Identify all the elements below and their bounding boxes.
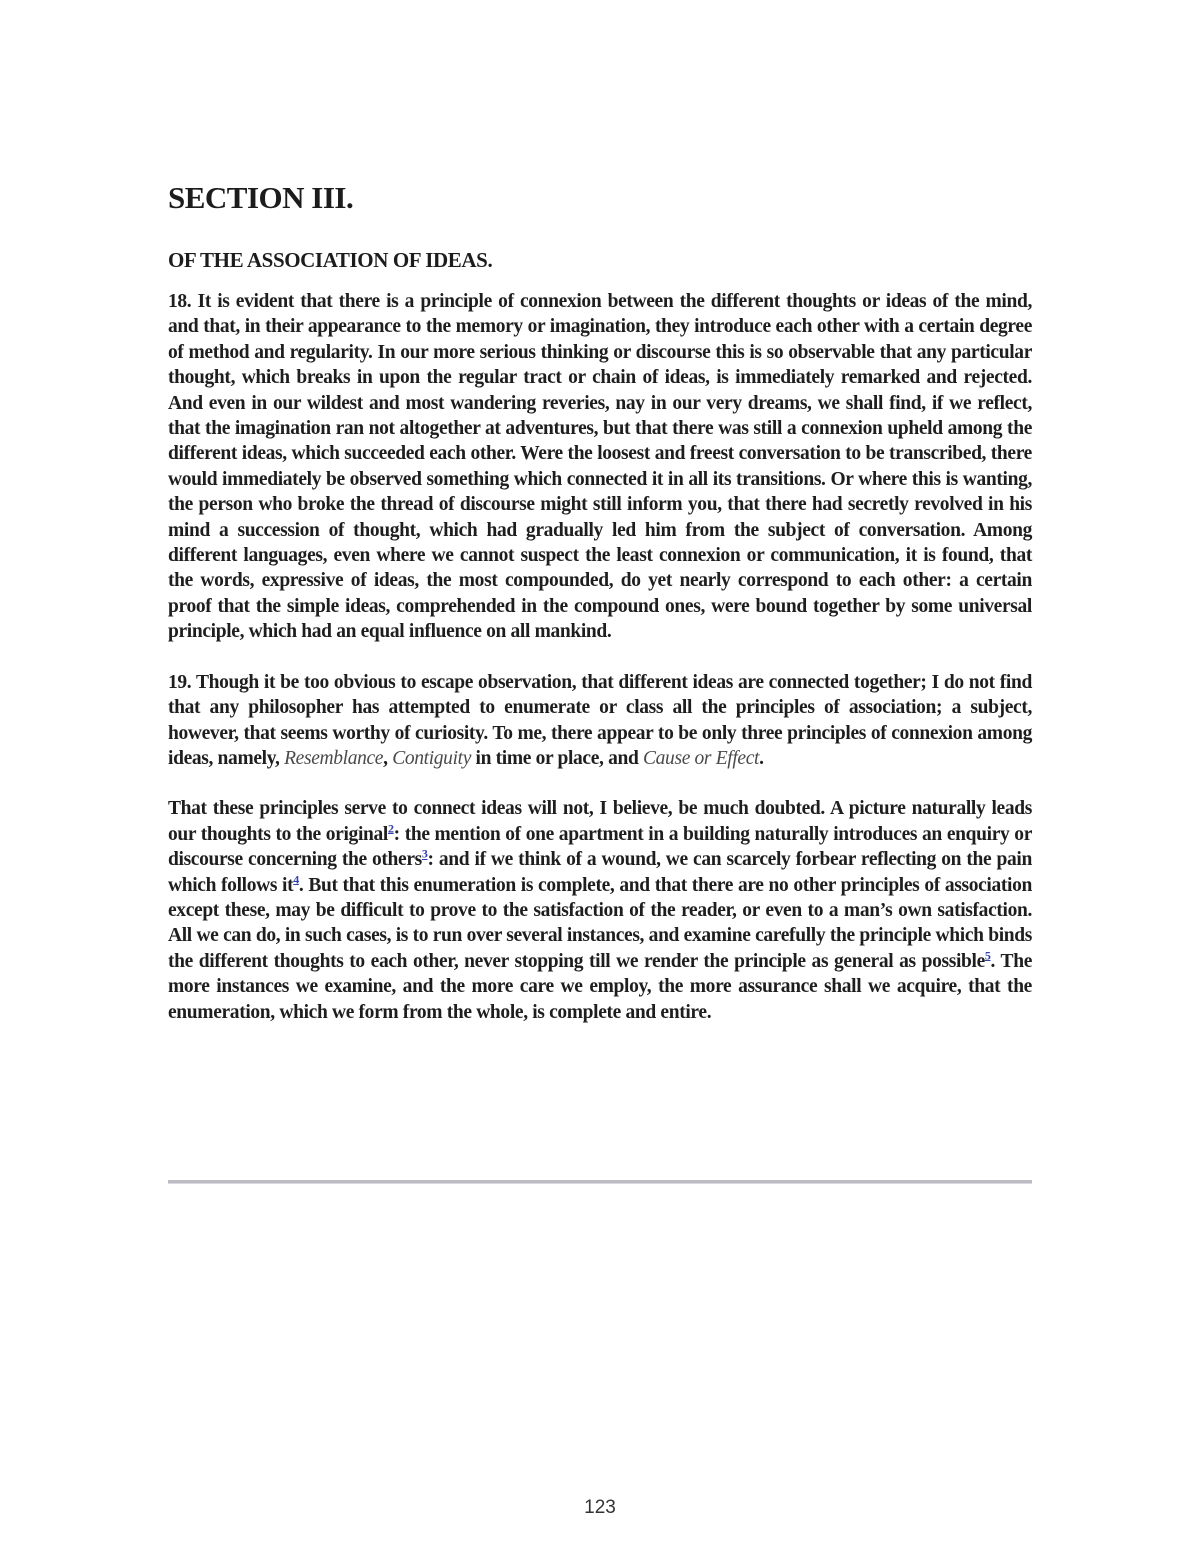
- paragraph-principles: [168, 796, 1032, 1025]
- paragraph-segment: : and if we think of a wound, we can scarcely forbear reflecting on the pain which follows it: [168, 849, 1032, 896]
- term-resemblance: Resemblance: [284, 747, 384, 769]
- page-content: [168, 178, 1032, 1050]
- term-cause-or-effect: Cause or Effect: [643, 747, 760, 769]
- paragraph-18: 18. It is evident that there is a principle of connexion between the different thoughts or ideas of the mind, and that, in their appearance to the memory or imagination, they introduce each other with a certain degree of method and regularity. In our more serious thinking or discourse this is so observable that any particular thought, which breaks in upon the regular tract or chain of ideas, is immediately remarked and rejected. And even in our wildest and most wandering reveries, nay in our very dreams, we shall find, if we reflect, that the imagination ran not altogether at adventures, but that there was still a connexion upheld among the different ideas, which succeeded each other. Were the loosest and freest conversation to be transcribed, there would immediately be observed something which connected it in all its transitions. Or where this is wanting, the person who broke the thread of discourse might still inform you, that there had secretly revolved in his mind a succession of thought, which had gradually led him from the subject of conversation. Among different languages, even where we cannot suspect the least connexion or communication, it is found, that the words, expressive of ideas, the most compounded, do yet nearly correspond to each other: a certain proof that the simple ideas, comprehended in the compound ones, were bound together by some universal principle, which had an equal influence on all mankind.: [168, 291, 1032, 643]
- page-number: 123: [584, 1497, 616, 1518]
- section-title: SECTION III.: [168, 180, 354, 215]
- section-subtitle: OF THE ASSOCIATION OF IDEAS.: [168, 248, 493, 272]
- footnote-link-3[interactable]: 3: [421, 846, 428, 861]
- paragraph-segment: . The more instances we examine, and the more care we employ, the more assurance shall we acquire, that the enumeration, which we form from the whole, is complete and entire.: [168, 950, 1032, 1023]
- paragraph-segment: That these principles serve to connect ideas will not, I believe, be much doubted. A picture naturally leads our thoughts to the original: [168, 798, 1032, 845]
- paragraph-19-text: 19. Though it be too obvious to escape observation, that different ideas are connected together; I do not find that any philosopher has attempted to enumerate or class all the principles of association; a subject, however, that seems worthy of curiosity. To me, there appear to be only three principles of connexion among ideas, namely,: [168, 671, 1032, 769]
- term-contiguity: Contiguity: [392, 747, 472, 769]
- footnote-link-2[interactable]: 2: [387, 821, 394, 836]
- paragraph-19-mid: in time or place, and: [471, 747, 643, 769]
- paragraph-19-end: .: [759, 747, 764, 769]
- paragraph-19: [168, 670, 1032, 772]
- footnote-link-4[interactable]: 4: [293, 872, 299, 887]
- section-divider: [168, 1180, 1032, 1184]
- paragraph-segment: . But that this enumeration is complete, and that there are no other principles of association except these, may be difficult to prove to the satisfaction of the reader, or even to a man’s own satisfaction. All we can do, in such cases, is to run over several instances, and examine carefully the principle which binds the different thoughts to each other, never stopping till we render the principle as general as possible: [168, 874, 1032, 972]
- paragraph-19-sep: ,: [383, 747, 393, 769]
- footnote-link-5[interactable]: 5: [984, 948, 991, 963]
- paragraph-segment: : the mention of one apartment in a building naturally introduces an enquiry or discourse concerning the others: [168, 823, 1033, 871]
